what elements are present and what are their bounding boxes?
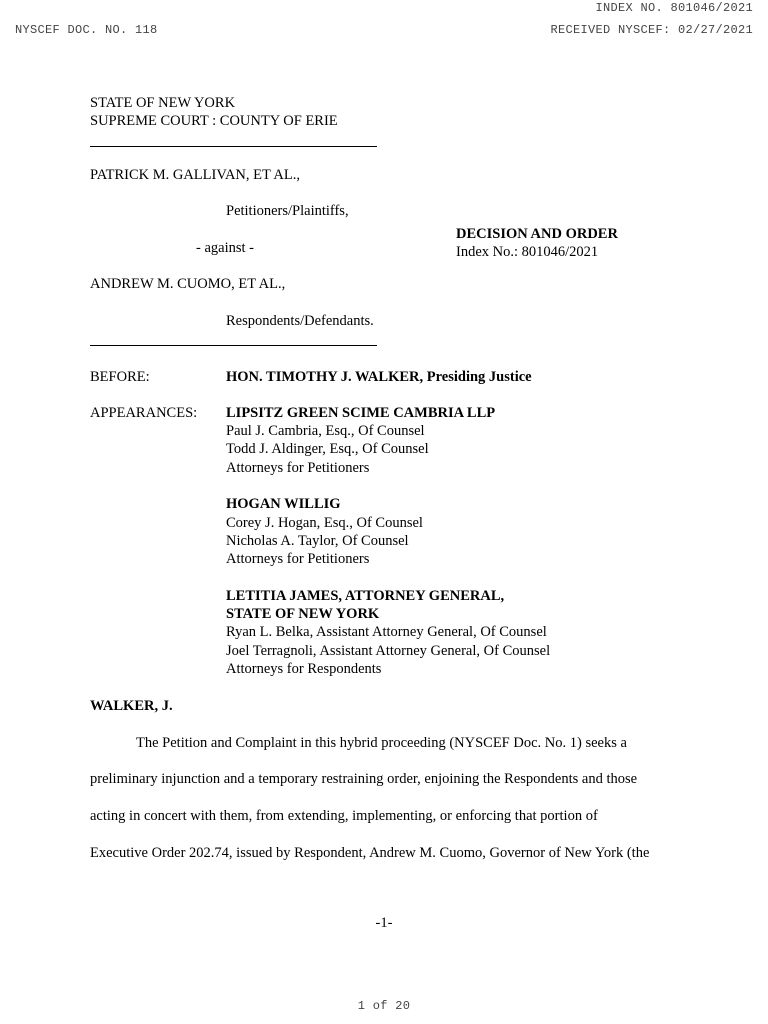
paragraph-line: Executive Order 202.74, issued by Respondent, Andrew M. Cuomo, Governor of New York (the — [90, 845, 650, 861]
nyscef-doc-number: NYSCEF DOC. NO. 118 — [15, 23, 158, 37]
index-number: Index No.: 801046/2021 — [456, 244, 599, 260]
index-number-stamp: INDEX NO. 801046/2021 — [595, 1, 753, 15]
counsel-line: Corey J. Hogan, Esq., Of Counsel — [226, 515, 423, 531]
before-label: BEFORE: — [90, 369, 150, 385]
opinion-author: WALKER, J. — [90, 698, 173, 714]
page-count: 1 of 20 — [357, 999, 411, 1013]
counsel-line: Ryan L. Belka, Assistant Attorney General, Of Counsel — [226, 624, 547, 640]
paragraph-line: The Petition and Complaint in this hybrid proceeding (NYSCEF Doc. No. 1) seeks a — [136, 735, 627, 751]
firm-name: HOGAN WILLIG — [226, 496, 341, 512]
petitioner-role: Petitioners/Plaintiffs, — [226, 203, 349, 219]
respondent-name: ANDREW M. CUOMO, ET AL., — [90, 276, 286, 292]
caption-divider-bottom — [90, 345, 377, 346]
against-text: - against - — [196, 240, 254, 256]
respondent-role: Respondents/Defendants. — [226, 313, 374, 329]
attorneys-for-line: Attorneys for Petitioners — [226, 460, 370, 476]
paragraph-line: preliminary injunction and a temporary restraining order, enjoining the Respondents and those — [90, 771, 638, 787]
caption-divider-top — [90, 146, 377, 147]
decision-title: DECISION AND ORDER — [456, 226, 618, 242]
counsel-line: Nicholas A. Taylor, Of Counsel — [226, 533, 409, 549]
petitioner-name: PATRICK M. GALLIVAN, ET AL., — [90, 167, 301, 183]
counsel-line: Joel Terragnoli, Assistant Attorney General, Of Counsel — [226, 643, 551, 659]
appearances-label: APPEARANCES: — [90, 405, 198, 421]
firm-name-continued: STATE OF NEW YORK — [226, 606, 380, 622]
counsel-line: Todd J. Aldinger, Esq., Of Counsel — [226, 441, 429, 457]
counsel-line: Paul J. Cambria, Esq., Of Counsel — [226, 423, 425, 439]
firm-name: LIPSITZ GREEN SCIME CAMBRIA LLP — [226, 405, 496, 421]
state-heading: STATE OF NEW YORK — [90, 95, 236, 111]
attorneys-for-line: Attorneys for Petitioners — [226, 551, 370, 567]
attorneys-for-line: Attorneys for Respondents — [226, 661, 382, 677]
paragraph-line: acting in concert with them, from extending, implementing, or enforcing that portion of — [90, 808, 598, 824]
received-stamp: RECEIVED NYSCEF: 02/27/2021 — [550, 23, 753, 37]
firm-name: LETITIA JAMES, ATTORNEY GENERAL, — [226, 588, 505, 604]
page-marker: -1- — [375, 915, 393, 931]
presiding-judge: HON. TIMOTHY J. WALKER, Presiding Justice — [226, 369, 532, 385]
court-heading: SUPREME COURT : COUNTY OF ERIE — [90, 113, 338, 129]
